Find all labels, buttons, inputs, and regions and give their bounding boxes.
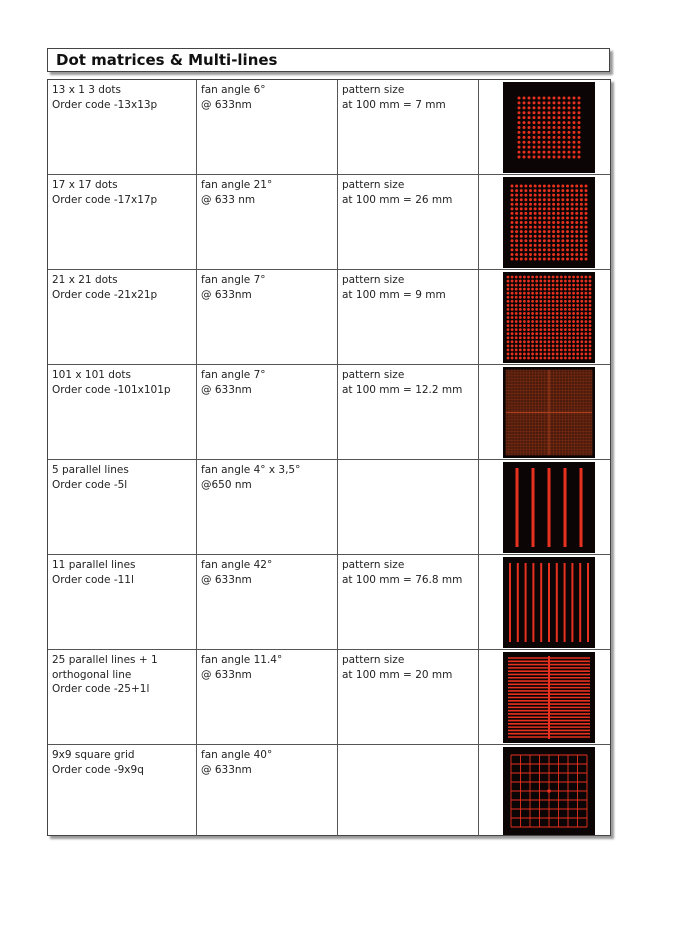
pattern-size-cell	[338, 650, 479, 744]
fan-angle-cell	[197, 175, 338, 269]
product-cell	[48, 80, 197, 174]
fan-angle-cell	[197, 270, 338, 364]
pattern-size-cell	[338, 555, 479, 649]
fan-angle: fan angle 11.4°	[201, 654, 283, 666]
wavelength: @ 633nm	[201, 288, 252, 301]
fan-angle: fan angle 40°	[201, 749, 273, 761]
fan-angle-cell	[197, 745, 338, 836]
pattern-image-cell	[479, 175, 610, 269]
table-row	[48, 270, 610, 365]
pattern-size-cell	[338, 745, 479, 836]
wavelength: @ 633nm	[201, 573, 252, 586]
wavelength: @ 633nm	[201, 383, 252, 396]
eleven-parallel-lines-icon	[503, 557, 595, 648]
pattern-size-value: at 100 mm = 26 mm	[342, 193, 453, 206]
table-row	[48, 175, 610, 270]
product-cell	[48, 460, 197, 554]
section-title: Dot matrices & Multi-lines	[56, 51, 278, 69]
product-name: 9x9 square grid	[52, 749, 135, 761]
product-name-cont: orthogonal line	[52, 668, 132, 681]
product-name: 5 parallel lines	[52, 464, 129, 476]
pattern-size-label: pattern size	[342, 179, 405, 191]
order-code: Order code -11l	[52, 573, 134, 586]
wavelength: @ 633nm	[201, 98, 252, 111]
wavelength: @ 633nm	[201, 668, 252, 681]
table-row	[48, 745, 610, 836]
pattern-size-value: at 100 mm = 12.2 mm	[342, 383, 463, 396]
fan-angle-cell	[197, 365, 338, 459]
pattern-size-value: at 100 mm = 7 mm	[342, 98, 446, 111]
table-row	[48, 365, 610, 460]
pattern-size-label: pattern size	[342, 274, 405, 286]
pattern-image-cell	[479, 745, 610, 836]
pattern-image-cell	[479, 80, 610, 174]
pattern-size-label: pattern size	[342, 654, 405, 666]
pattern-size-cell	[338, 175, 479, 269]
pattern-image-cell	[479, 270, 610, 364]
product-name: 101 x 101 dots	[52, 369, 131, 381]
dot-matrix-13x13-icon	[503, 82, 595, 173]
fan-angle: fan angle 21°	[201, 179, 273, 191]
fan-angle: fan angle 6°	[201, 84, 266, 96]
fan-angle-cell	[197, 80, 338, 174]
pattern-size-cell	[338, 365, 479, 459]
product-cell	[48, 745, 197, 836]
product-name: 21 x 21 dots	[52, 274, 118, 286]
five-parallel-lines-icon	[503, 462, 595, 553]
product-cell	[48, 365, 197, 459]
order-code: Order code -17x17p	[52, 193, 158, 206]
product-name: 13 x 1 3 dots	[52, 84, 121, 96]
twenty-five-lines-plus-orthogonal-icon	[503, 652, 595, 743]
fan-angle-cell	[197, 460, 338, 554]
wavelength: @ 633nm	[201, 763, 252, 776]
pattern-size-label: pattern size	[342, 369, 405, 381]
product-name: 17 x 17 dots	[52, 179, 118, 191]
pattern-size-cell	[338, 270, 479, 364]
nine-by-nine-square-grid-icon	[503, 747, 595, 835]
section-title-box	[47, 48, 610, 72]
pattern-size-cell	[338, 460, 479, 554]
order-code: Order code -9x9q	[52, 763, 144, 776]
pattern-size-value: at 100 mm = 76.8 mm	[342, 573, 463, 586]
fan-angle: fan angle 42°	[201, 559, 273, 571]
wavelength: @ 633 nm	[201, 193, 256, 206]
dot-matrix-101x101-icon	[503, 367, 595, 458]
order-code: Order code -25+1l	[52, 683, 150, 695]
fan-angle-cell	[197, 555, 338, 649]
pattern-image-cell	[479, 650, 610, 744]
product-cell	[48, 270, 197, 364]
table-row	[48, 80, 610, 175]
table-row	[48, 555, 610, 650]
dot-matrix-21x21-icon	[503, 272, 595, 363]
product-table	[47, 79, 611, 836]
pattern-size-value: at 100 mm = 20 mm	[342, 668, 453, 681]
order-code: Order code -5l	[52, 478, 128, 491]
pattern-image-cell	[479, 460, 610, 554]
fan-angle: fan angle 7°	[201, 369, 266, 381]
order-code: Order code -101x101p	[52, 383, 171, 396]
product-name: 11 parallel lines	[52, 559, 136, 571]
pattern-size-value: at 100 mm = 9 mm	[342, 288, 446, 301]
fan-angle: fan angle 7°	[201, 274, 266, 286]
pattern-size-label: pattern size	[342, 84, 405, 96]
wavelength: @650 nm	[201, 478, 252, 491]
table-row	[48, 460, 610, 555]
table-row	[48, 650, 610, 745]
product-cell	[48, 650, 197, 744]
product-cell	[48, 175, 197, 269]
order-code: Order code -13x13p	[52, 98, 158, 111]
pattern-image-cell	[479, 555, 610, 649]
dot-matrix-17x17-icon	[503, 177, 595, 268]
pattern-size-cell	[338, 80, 479, 174]
pattern-size-label: pattern size	[342, 559, 405, 571]
product-cell	[48, 555, 197, 649]
fan-angle-cell	[197, 650, 338, 744]
fan-angle: fan angle 4° x 3,5°	[201, 464, 301, 476]
order-code: Order code -21x21p	[52, 288, 158, 301]
product-name: 25 parallel lines + 1	[52, 654, 158, 666]
pattern-image-cell	[479, 365, 610, 459]
